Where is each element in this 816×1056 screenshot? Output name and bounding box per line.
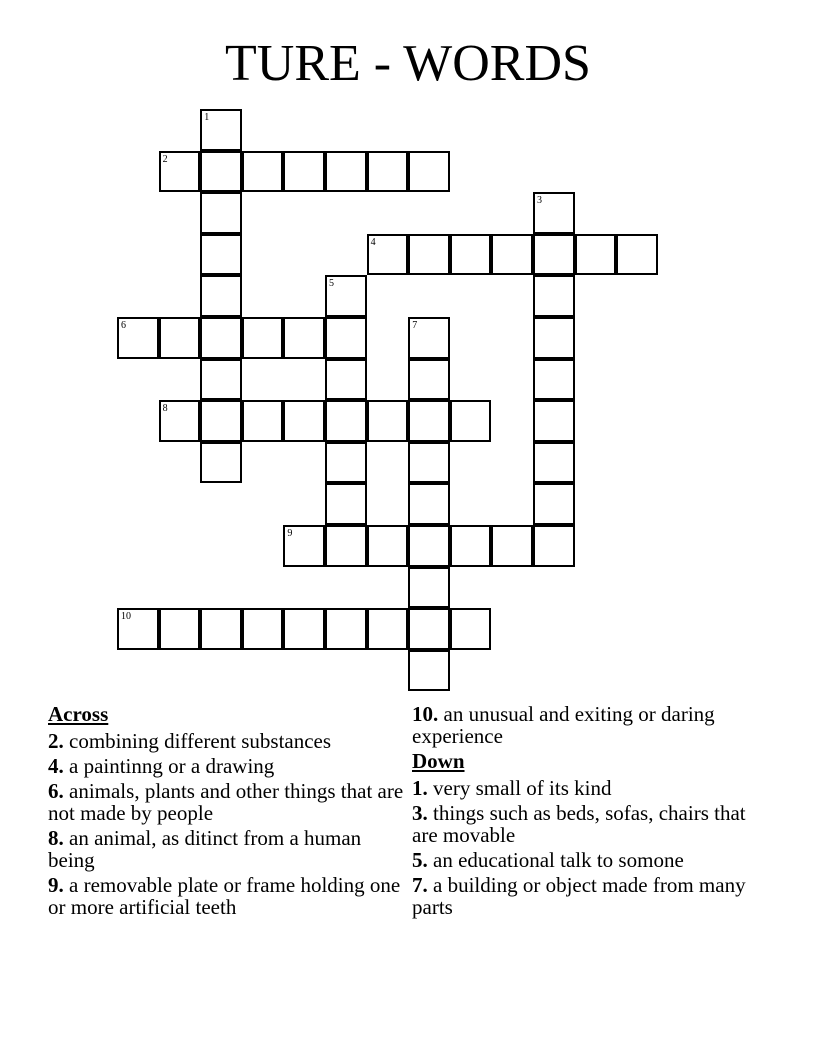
grid-cell[interactable] <box>200 359 242 401</box>
clue-across-6 <box>48 780 408 824</box>
grid-cell[interactable] <box>408 483 450 525</box>
grid-cell[interactable] <box>200 234 242 276</box>
grid-cell[interactable] <box>283 525 325 567</box>
cell-number: 4 <box>370 236 376 248</box>
clue-text: a removable plate or frame holding one or more artificial teeth <box>48 873 401 919</box>
page-title: TURE - WORDS <box>225 35 591 92</box>
grid-cell[interactable] <box>533 275 575 317</box>
grid-cell[interactable] <box>533 359 575 401</box>
grid-cell[interactable] <box>200 442 242 484</box>
grid-cell[interactable] <box>200 275 242 317</box>
clue-across-2 <box>48 730 408 752</box>
grid-cell[interactable] <box>450 234 492 276</box>
grid-cell[interactable] <box>242 608 284 650</box>
grid-cell[interactable] <box>242 400 284 442</box>
cell-number: 5 <box>329 278 334 290</box>
clues-right-column <box>412 703 772 921</box>
grid-cell[interactable] <box>200 608 242 650</box>
grid-cell[interactable] <box>408 567 450 609</box>
grid-cell[interactable] <box>283 317 325 359</box>
grid-cell[interactable] <box>533 192 575 234</box>
clue-across-9 <box>48 874 408 918</box>
grid-cell[interactable] <box>117 317 159 359</box>
clue-text: an animal, as ditinct from a human being <box>48 826 362 872</box>
grid-cell[interactable] <box>325 483 367 525</box>
clue-number: 9. <box>48 873 64 897</box>
grid-cell[interactable] <box>491 525 533 567</box>
grid-cell[interactable] <box>325 608 367 650</box>
clue-text: an educational talk to somone <box>433 848 684 872</box>
grid-cell[interactable] <box>200 317 242 359</box>
grid-cell[interactable] <box>200 400 242 442</box>
grid-cell[interactable] <box>117 608 159 650</box>
grid-cell[interactable] <box>533 317 575 359</box>
grid-cell[interactable] <box>408 400 450 442</box>
grid-cell[interactable] <box>450 400 492 442</box>
clue-text: an unusual and exiting or daring experience <box>412 702 715 748</box>
grid-cell[interactable] <box>367 400 409 442</box>
grid-cell[interactable] <box>200 151 242 193</box>
grid-cell[interactable] <box>533 483 575 525</box>
grid-cell[interactable] <box>408 525 450 567</box>
grid-cell[interactable] <box>200 109 242 151</box>
cell-number: 6 <box>121 320 126 331</box>
clue-number: 1. <box>412 776 428 800</box>
grid-cell[interactable] <box>325 400 367 442</box>
grid-cell[interactable] <box>533 400 575 442</box>
grid-cell[interactable] <box>325 442 367 484</box>
grid-cell[interactable] <box>325 317 367 359</box>
clue-text: things such as beds, sofas, chairs that are movable <box>412 801 746 847</box>
grid-cell[interactable] <box>575 234 617 276</box>
clue-text: a building or object made from many parts <box>412 873 746 919</box>
cell-number: 7 <box>412 320 418 331</box>
grid-cell[interactable] <box>408 650 450 692</box>
grid-cell[interactable] <box>159 151 201 193</box>
grid-cell[interactable] <box>283 400 325 442</box>
grid-cell[interactable] <box>159 608 201 650</box>
grid-cell[interactable] <box>367 608 409 650</box>
grid-cell[interactable] <box>325 151 367 193</box>
cell-number: 9 <box>287 528 293 539</box>
clue-down-7 <box>412 874 772 918</box>
grid-cell[interactable] <box>367 234 409 276</box>
across-heading: Across <box>48 702 109 726</box>
clue-across-4 <box>48 755 408 777</box>
clue-number: 5. <box>412 848 428 872</box>
grid-cell[interactable] <box>242 151 284 193</box>
cell-number: 3 <box>537 195 542 207</box>
grid-cell[interactable] <box>533 442 575 484</box>
down-heading: Down <box>412 749 465 773</box>
clue-text: a paintinng or a drawing <box>69 754 275 778</box>
grid-cell[interactable] <box>616 234 658 276</box>
cell-number: 1 <box>204 112 210 123</box>
grid-cell[interactable] <box>408 359 450 401</box>
grid-cell[interactable] <box>325 359 367 401</box>
grid-cell[interactable] <box>367 525 409 567</box>
clue-number: 6. <box>48 779 64 803</box>
grid-cell[interactable] <box>200 192 242 234</box>
grid-cell[interactable] <box>283 608 325 650</box>
clue-down-3 <box>412 802 772 846</box>
clue-across-8 <box>48 827 408 871</box>
clue-number: 7. <box>412 873 428 897</box>
clue-number: 4. <box>48 754 64 778</box>
grid-cell[interactable] <box>491 234 533 276</box>
grid-cell[interactable] <box>408 442 450 484</box>
clue-text: combining different substances <box>69 729 332 753</box>
clue-number: 10. <box>412 702 439 726</box>
grid-cell[interactable] <box>325 525 367 567</box>
clue-number: 8. <box>48 826 64 850</box>
grid-cell[interactable] <box>408 151 450 193</box>
grid-cell[interactable] <box>242 317 284 359</box>
grid-cell[interactable] <box>159 317 201 359</box>
clue-number: 2. <box>48 729 64 753</box>
clue-text: very small of its kind <box>433 776 612 800</box>
grid-cell[interactable] <box>450 608 492 650</box>
clues-left-column <box>48 703 408 921</box>
cell-number: 10 <box>121 611 131 623</box>
clue-down-5 <box>412 849 772 871</box>
grid-cell[interactable] <box>533 234 575 276</box>
grid-cell[interactable] <box>533 525 575 567</box>
grid-cell[interactable] <box>367 151 409 193</box>
clue-text: animals, plants and other things that are not made by people <box>48 779 404 825</box>
clue-across-10 <box>412 703 772 747</box>
grid-cell[interactable] <box>159 400 201 442</box>
grid-cell[interactable] <box>283 151 325 193</box>
grid-cell[interactable] <box>408 234 450 276</box>
grid-cell[interactable] <box>408 608 450 650</box>
clue-down-1 <box>412 777 772 799</box>
grid-cell[interactable] <box>325 275 367 317</box>
grid-cell[interactable] <box>450 525 492 567</box>
clue-number: 3. <box>412 801 428 825</box>
cell-number: 2 <box>162 153 168 165</box>
grid-cell[interactable] <box>408 317 450 359</box>
cell-number: 8 <box>162 403 168 415</box>
